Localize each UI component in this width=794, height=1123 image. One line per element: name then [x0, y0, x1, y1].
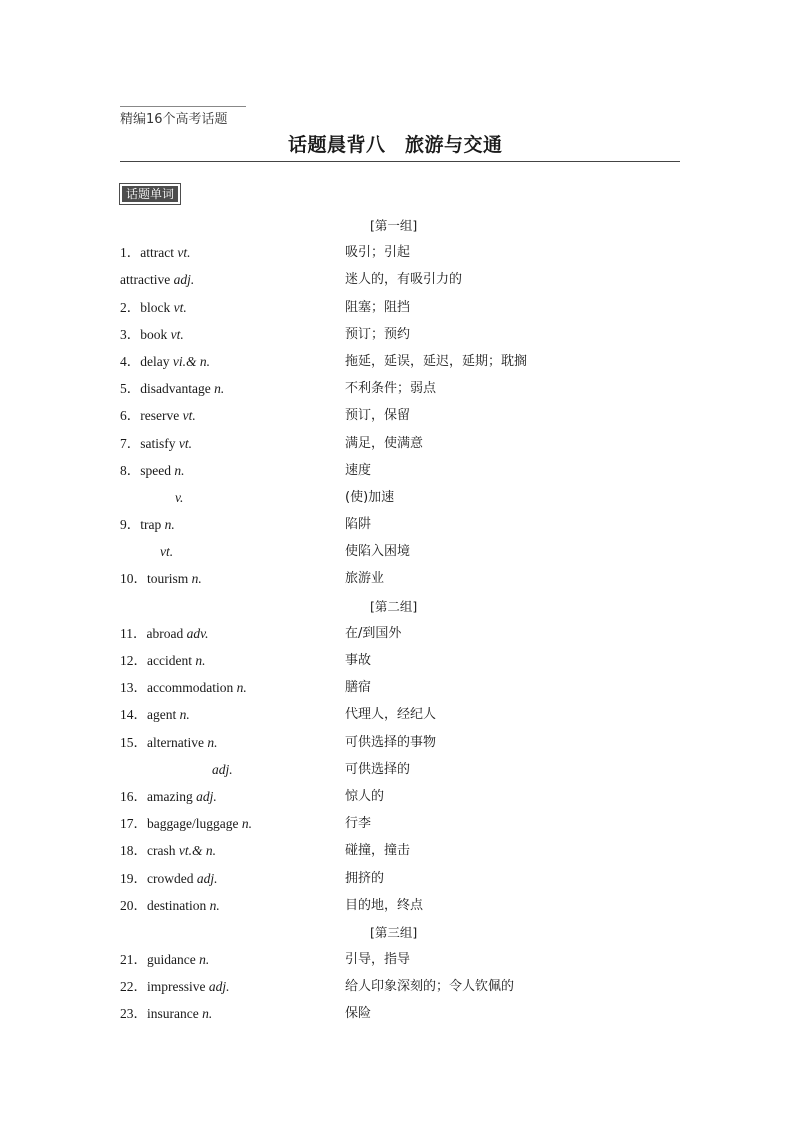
part-of-speech: adj.: [196, 788, 217, 804]
vocab-row: [120, 565, 680, 592]
word-text: 19．crowded: [120, 870, 197, 886]
vocab-meaning: 阻塞；阻挡: [345, 299, 411, 315]
vocab-meaning: 可供选择的: [345, 761, 411, 777]
part-of-speech: vt.& n.: [178, 843, 216, 859]
vocab-row: [120, 266, 680, 293]
vocab-row: [120, 674, 680, 701]
vocab-meaning: 可供选择的事物: [345, 734, 437, 750]
section-badge: 话题单词: [120, 184, 180, 204]
vocab-meaning: 在/到国外: [345, 625, 402, 641]
word-text: 13．accommodation: [120, 680, 237, 696]
vocab-row: [120, 647, 680, 674]
vocab-meaning: 满足，使满意: [345, 435, 424, 451]
vocab-word: [120, 457, 185, 484]
header-rule: [120, 161, 680, 162]
part-of-speech: n.: [199, 952, 210, 968]
vocab-meaning: 目的地，终点: [345, 897, 424, 913]
vocab-word: [212, 756, 233, 783]
word-text: 23．insurance: [120, 1006, 203, 1022]
part-of-speech: n.: [164, 517, 175, 533]
word-text: 2．block: [120, 299, 174, 315]
word-text: 21．guidance: [120, 952, 200, 968]
vocab-meaning: 不利条件；弱点: [345, 381, 437, 397]
word-text: 5．disadvantage: [120, 381, 215, 397]
vocab-meaning: 迷人的，有吸引力的: [345, 272, 463, 288]
vocab-word: [120, 674, 247, 701]
vocab-word: [120, 892, 220, 919]
vocab-meaning: (使)加速: [345, 489, 395, 505]
vocab-meaning: 速度: [345, 462, 372, 478]
vocab-row: [120, 511, 680, 538]
vocab-row: [120, 1000, 680, 1027]
vocab-row: [120, 294, 680, 321]
vocab-word: [120, 348, 210, 375]
vocab-row: [120, 756, 680, 783]
word-text: 8．speed: [120, 462, 175, 478]
part-of-speech: vt.: [178, 435, 192, 451]
vocab-word: [120, 1000, 212, 1027]
vocab-word: [120, 946, 209, 973]
word-text: 6．reserve: [120, 408, 183, 424]
word-text: 12．accident: [120, 653, 196, 668]
vocab-word: [175, 484, 183, 511]
vocab-meaning: 吸引；引起: [345, 245, 411, 261]
vocab-list: [120, 212, 680, 1028]
part-of-speech: n.: [241, 816, 252, 832]
word-text: 15．alternative: [120, 734, 208, 750]
part-of-speech: n.: [209, 897, 220, 913]
vocab-word: [120, 402, 196, 429]
page-title: 话题晨背八 旅游与交通: [288, 134, 503, 156]
vocab-meaning: 引导，指导: [345, 952, 411, 968]
vocab-word: [160, 538, 173, 565]
part-of-speech: adv.: [186, 625, 209, 641]
vocab-row: [120, 946, 680, 973]
vocab-word: [120, 375, 224, 402]
vocab-row: [120, 865, 680, 892]
word-text: 9．trap: [120, 517, 165, 533]
vocab-meaning: 使陷入困境: [345, 544, 411, 560]
vocab-meaning: 膳宿: [345, 680, 372, 696]
part-of-speech: vi.& n.: [172, 353, 210, 369]
vocab-row: [120, 375, 680, 402]
part-of-speech: vt.: [170, 326, 184, 342]
vocab-meaning: 事故: [345, 653, 372, 668]
vocab-meaning: 惊人的: [345, 788, 385, 804]
word-text: 1．attract: [120, 245, 178, 261]
group-label: [第二组]: [370, 598, 418, 614]
vocab-word: [120, 973, 230, 1000]
vocab-row: [120, 837, 680, 864]
vocab-row: [120, 973, 680, 1000]
vocab-row: [120, 701, 680, 728]
vocab-row: [120, 321, 680, 348]
group-label: [第三组]: [370, 924, 418, 940]
vocab-meaning: 预订，保留: [345, 408, 411, 424]
word-text: 7．satisfy: [120, 435, 179, 451]
vocab-row: [120, 484, 680, 511]
part-of-speech: v.: [175, 489, 184, 505]
part-of-speech: vt.: [173, 299, 187, 315]
word-text: 18．crash: [120, 843, 179, 859]
vocab-word: [120, 266, 194, 293]
word-text: 20．destination: [120, 897, 210, 913]
vocab-word: [120, 783, 217, 810]
vocab-word: [120, 294, 187, 321]
word-text: 11．abroad: [120, 625, 187, 641]
part-of-speech: vt.: [160, 544, 174, 560]
vocab-meaning: 预订；预约: [345, 326, 411, 342]
part-of-speech: n.: [214, 381, 225, 397]
vocab-meaning: 旅游业: [345, 571, 385, 587]
vocab-meaning: 碰撞，撞击: [345, 843, 411, 859]
word-text: 3．book: [120, 326, 171, 342]
word-text: 22．impressive: [120, 979, 209, 995]
vocab-row: [120, 538, 680, 565]
vocab-word: [120, 810, 252, 837]
part-of-speech: n.: [236, 680, 247, 696]
part-of-speech: vt.: [182, 408, 196, 424]
vocab-meaning: 陷阱: [345, 517, 372, 533]
vocab-meaning: 行李: [345, 816, 372, 832]
vocab-word: [120, 239, 190, 266]
part-of-speech: adj.: [173, 272, 195, 288]
vocab-word: [120, 701, 190, 728]
vocab-row: [120, 348, 680, 375]
group-label: [第一组]: [370, 218, 418, 233]
word-text: 16．amazing: [120, 788, 197, 804]
vocab-row: [120, 783, 680, 810]
part-of-speech: adj.: [212, 761, 233, 777]
series-label: 精编16个高考话题: [120, 106, 246, 127]
vocab-row: [120, 810, 680, 837]
part-of-speech: n.: [174, 462, 185, 478]
vocab-word: [120, 321, 184, 348]
word-text: 10．tourism: [120, 571, 192, 587]
vocab-meaning: 拖延，延误，延迟，延期；耽搁: [345, 353, 528, 369]
vocab-word: [120, 565, 202, 592]
part-of-speech: n.: [202, 1006, 213, 1022]
vocab-row: [120, 729, 680, 756]
vocab-row: [120, 239, 680, 266]
vocab-meaning: 代理人，经纪人: [345, 707, 437, 723]
vocab-meaning: 给人印象深刻的；令人钦佩的: [345, 979, 515, 995]
vocab-meaning: 保险: [345, 1006, 372, 1022]
part-of-speech: n.: [195, 653, 206, 668]
part-of-speech: n.: [191, 571, 202, 587]
vocab-word: [120, 865, 218, 892]
vocab-word: [120, 729, 217, 756]
group-heading: [120, 593, 680, 620]
part-of-speech: vt.: [177, 245, 191, 261]
vocab-row: [120, 457, 680, 484]
word-text: 14．agent: [120, 707, 180, 723]
vocab-word: [120, 647, 205, 674]
word-text: 4．delay: [120, 353, 173, 369]
vocab-row: [120, 620, 680, 647]
group-heading: [120, 919, 680, 946]
vocab-row: [120, 892, 680, 919]
part-of-speech: n.: [207, 734, 218, 750]
vocab-word: [120, 430, 192, 457]
part-of-speech: adj.: [208, 979, 230, 995]
part-of-speech: n.: [179, 707, 190, 723]
vocab-word: [120, 620, 208, 647]
vocab-word: [120, 511, 175, 538]
vocab-word: [120, 837, 216, 864]
word-text: attractive: [120, 272, 174, 288]
word-text: 17．baggage/luggage: [120, 816, 242, 832]
group-heading: [120, 212, 680, 239]
vocab-meaning: 拥挤的: [345, 870, 385, 886]
vocab-row: [120, 402, 680, 429]
part-of-speech: adj.: [196, 870, 218, 886]
vocab-row: [120, 430, 680, 457]
